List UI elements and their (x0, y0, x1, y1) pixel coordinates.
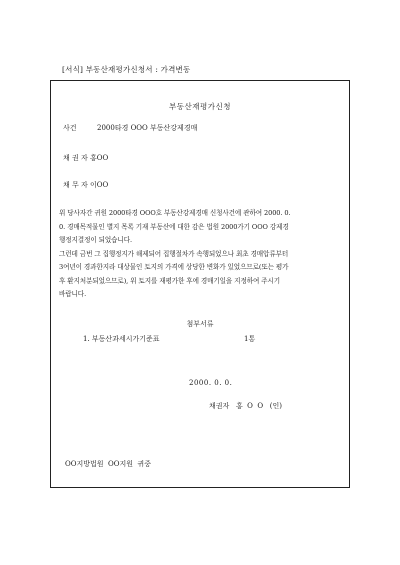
body-line: 0. 경매목적물인 별지 목록 기재 부동산에 대한 감은 법원 2000가기 OOO 강제경 (59, 222, 289, 231)
case-value: 2000타경 OOO 부동산강제경매 (97, 124, 198, 132)
creditor-line: 채 권 자 홍OO (63, 154, 109, 162)
body-line: 후 환지처분되었으므로), 위 토지를 재평가한 후에 경매기일을 지정하여 주시기 (59, 276, 281, 285)
body-line: 바랍니다. (59, 290, 87, 298)
petition-form (50, 80, 350, 488)
attachment-count: 1통 (244, 335, 256, 343)
filing-date: 2000. 0. 0. (189, 379, 233, 387)
body-line: 3여년이 경과한지라 대상물인 토지의 가격에 상당한 변화가 있었으므로(또는 평가 (59, 263, 289, 271)
form-caption: [서식] 부동산재평가신청서 : 가격변동 (62, 65, 191, 74)
debtor-line: 채 무 자 이OO (63, 181, 109, 189)
case-label: 사건 (63, 124, 77, 132)
body-line: 위 당사자간 귀원 2000타경 OOO호 부동산강제경매 신청사건에 관하여 2000. 0. (59, 209, 291, 217)
attachment-item: 1. 부동산과세시가기준표 (83, 335, 160, 343)
court-addressee: OO지방법원 OO지원 귀중 (65, 460, 151, 468)
body-line: 행정지결정이 되었습니다. (59, 236, 132, 244)
body-paragraph (59, 207, 345, 302)
form-title: 부동산재평가신청 (169, 102, 231, 111)
attachments-heading: 첨부서류 (186, 320, 214, 328)
signature-line: 채권자 홍 O O (인) (209, 402, 283, 410)
body-line: 그런데 금번 그 집행정지가 해제되어 집행절차가 속행되었으나 최초 경매압류부터 (59, 249, 289, 258)
